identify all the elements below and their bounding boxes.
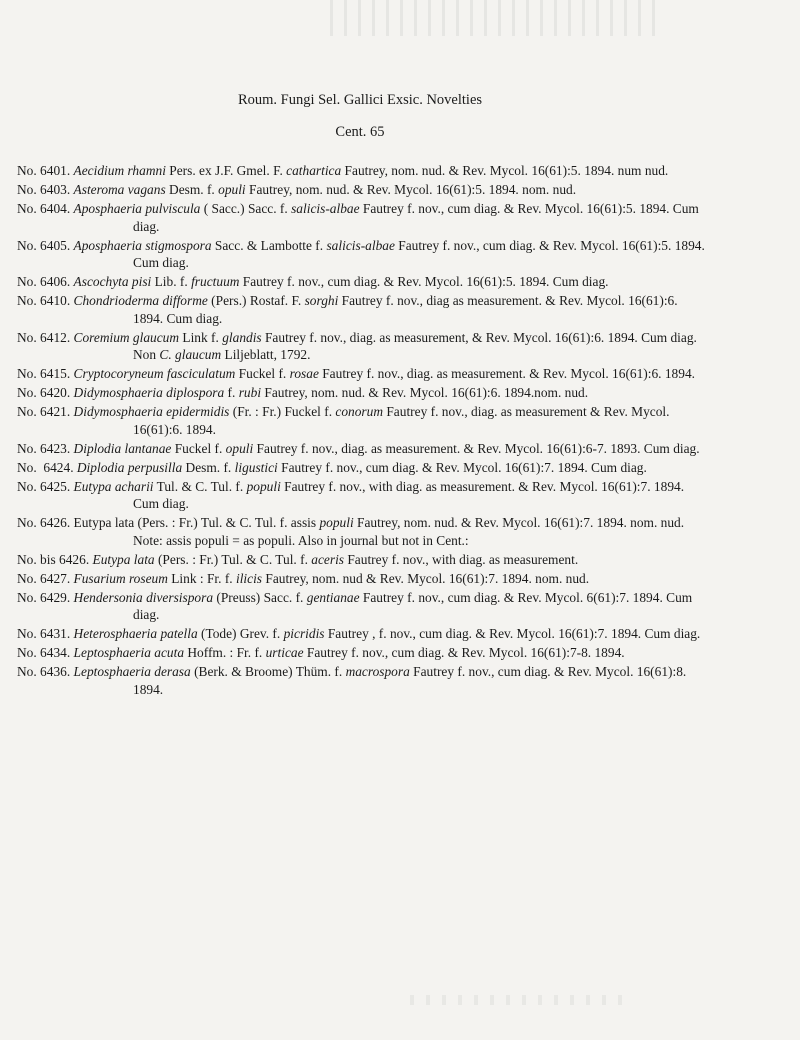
entry-number: No. 6423. <box>17 440 74 456</box>
bleed-through-shadow-top <box>330 0 660 36</box>
taxon-name: gentianae <box>306 589 360 605</box>
entry-number: No. 6431. <box>17 626 74 641</box>
entry-text: Lib. f. <box>151 274 192 289</box>
entry-number: No. 6401. <box>17 163 74 178</box>
entry-number: No. 6426. <box>17 515 74 530</box>
entry-text: Fautrey f. nov., diag. as measurement & Rev. Mycol. 16(61):6. 1894. <box>133 404 670 437</box>
entry-text: (Fr. : Fr.) Fuckel f. <box>229 404 336 419</box>
entry-text: (Pers.) Rostaf. F. <box>207 293 305 308</box>
taxon-name: fructuum <box>191 274 240 289</box>
entry-text: Fautrey f. nov., cum diag. & Rev. Mycol. 16(61):7-8. 1894. <box>303 645 625 660</box>
entry-number: No. 6410. <box>17 293 74 308</box>
entry-item <box>17 644 707 662</box>
entry-list <box>17 162 707 700</box>
entry-number: No. 6429. <box>17 589 74 605</box>
taxon-name: ligustici <box>234 459 278 475</box>
taxon-name: Aposphaeria pulviscula <box>73 201 201 216</box>
entry-text: Tul. & C. Tul. f. <box>153 478 247 494</box>
entry-number: No. 6404. <box>17 201 74 216</box>
entry-text: Fautrey f. nov., cum diag. & Rev. Mycol. 16(61):5. 1894. Cum diag. <box>133 237 705 270</box>
entry-text: Fautrey f. nov., diag. as measurement, & Rev. Mycol. 16(61):6. 1894. Cum diag. Non <box>133 329 697 362</box>
entry-item <box>17 514 707 549</box>
entry-item <box>17 384 707 402</box>
entry-number: No. 6434. <box>17 645 74 660</box>
entry-item <box>17 440 707 458</box>
entry-item <box>17 237 707 272</box>
taxon-name: Eutypa acharii <box>73 478 154 494</box>
document-title: Roum. Fungi Sel. Gallici Exsic. Novelties <box>237 92 483 108</box>
taxon-name: Asteroma vagans <box>73 182 166 197</box>
entry-item <box>17 478 707 513</box>
taxon-name: Coremium glaucum <box>73 329 180 345</box>
entry-text: Desm. f. <box>165 182 219 197</box>
entry-text: Fautrey, nom. nud. & Rev. Mycol. 16(61):5. 1894. num nud. <box>341 163 669 178</box>
entry-item <box>17 663 707 698</box>
entry-text: (Pers. : Fr.) Tul. & C. Tul. f. <box>154 551 312 567</box>
entry-text: (Tode) Grev. f. <box>197 626 284 641</box>
taxon-name: Aecidium rhamni <box>73 163 166 178</box>
entry-text: Fautrey, nom. nud. & Rev. Mycol. 16(61):5. 1894. nom. nud. <box>245 182 577 197</box>
entry-text: ( Sacc.) Sacc. f. <box>200 201 292 216</box>
entry-text: Link : Fr. f. <box>167 570 236 586</box>
entry-text: Fautrey f. nov., with diag. as measurement. & Rev. Mycol. 16(61):7. 1894. Cum diag. <box>133 478 685 511</box>
taxon-name: C. glaucum <box>159 347 222 362</box>
entry-item <box>17 625 707 643</box>
entry-text: Liljeblatt, 1792. <box>221 347 311 362</box>
entry-item <box>17 570 707 588</box>
entry-text: Fautrey, nom. nud & Rev. Mycol. 16(61):7. 1894. nom. nud. <box>262 570 590 586</box>
entry-text: Fautrey f. nov., cum diag. & Rev. Mycol. 16(61):7. 1894. Cum diag. <box>277 459 647 475</box>
entry-text: Fautrey f. nov., diag as measurement. & Rev. Mycol. 16(61):6. 1894. Cum diag. <box>133 293 678 326</box>
entry-item <box>17 292 707 327</box>
entry-text: f. <box>224 385 239 400</box>
taxon-name: Eutypa lata <box>92 551 155 567</box>
entry-item <box>17 181 707 199</box>
taxon-name: Ascochyta pisi <box>73 274 152 289</box>
entry-text: Fautrey , f. nov., cum diag. & Rev. Mycol. 16(61):7. 1894. Cum diag. <box>324 626 701 641</box>
entry-number: No. 6421. <box>17 404 74 419</box>
taxon-name: opuli <box>218 182 246 197</box>
entry-text: Fuckel f. <box>171 440 226 456</box>
entry-text: Desm. f. <box>182 459 235 475</box>
entry-text: Fautrey f. nov., cum diag. & Rev. Mycol. 16(61):8. 1894. <box>133 664 687 697</box>
taxon-name: Cryptocoryneum fasciculatum <box>73 366 236 381</box>
taxon-name: sorghi <box>304 293 339 308</box>
taxon-name: salicis-albae <box>326 237 395 253</box>
entry-number: No. 6403. <box>17 182 74 197</box>
entry-text: Fautrey, nom. nud. & Rev. Mycol. 16(61):6. 1894.nom. nud. <box>261 385 589 400</box>
entry-text: Fautrey f. nov., cum diag. & Rev. Mycol. 16(61):5. 1894. Cum diag. <box>239 274 609 289</box>
entry-text: (Berk. & Broome) Thüm. f. <box>190 664 346 679</box>
taxon-name: aceris <box>311 551 345 567</box>
taxon-name: Didymosphaeria diplospora <box>73 385 225 400</box>
taxon-name: Didymosphaeria epidermidis <box>73 404 230 419</box>
entry-number: No. 6412. <box>17 329 74 345</box>
taxon-name: Chondrioderma difforme <box>73 293 208 308</box>
century-heading: Cent. 65 <box>335 124 385 140</box>
entry-text: Pers. ex J.F. Gmel. F. <box>165 163 287 178</box>
entry-text: Fautrey f. nov., with diag. as measurement. <box>344 551 579 567</box>
entry-number: No. 6405. <box>17 237 74 253</box>
entry-number: No. 6424. <box>17 459 77 475</box>
taxon-name: populi <box>246 478 281 494</box>
taxon-name: Diplodia perpusilla <box>76 459 183 475</box>
entry-text: Fautrey f. nov., diag. as measurement. & Rev. Mycol. 16(61):6-7. 1893. Cum diag. <box>253 440 700 456</box>
taxon-name: glandis <box>222 329 262 345</box>
entry-text: Fuckel f. <box>235 366 290 381</box>
entry-text: Sacc. & Lambotte f. <box>211 237 327 253</box>
taxon-name: conorum <box>335 404 384 419</box>
entry-text: (Preuss) Sacc. f. <box>213 589 307 605</box>
taxon-name: Fusarium roseum <box>73 570 168 586</box>
entry-text: Fautrey f. nov., cum diag. & Rev. Mycol. 16(61):5. 1894. Cum diag. <box>133 201 699 234</box>
entry-number: No. 6406. <box>17 274 74 289</box>
entry-number: No. 6420. <box>17 385 74 400</box>
entry-text: Hoffm. : Fr. f. <box>184 645 266 660</box>
taxon-name: urticae <box>265 645 304 660</box>
entry-item <box>17 365 707 383</box>
entry-item <box>17 589 707 624</box>
taxon-name: populi <box>319 515 354 530</box>
entry-item <box>17 273 707 291</box>
taxon-name: Leptosphaeria acuta <box>73 645 185 660</box>
taxon-name: rubi <box>238 385 262 400</box>
entry-text: Link f. <box>179 329 223 345</box>
taxon-name: rosae <box>289 366 319 381</box>
taxon-name: opuli <box>225 440 254 456</box>
taxon-name: Heterosphaeria patella <box>73 626 198 641</box>
entry-number: No. 6427. <box>17 570 74 586</box>
entry-item <box>17 403 707 438</box>
taxon-name: Hendersonia diversispora <box>73 589 214 605</box>
entry-item <box>17 200 707 235</box>
taxon-name: cathartica <box>286 163 342 178</box>
entry-number: No. 6425. <box>17 478 74 494</box>
entry-item <box>17 551 707 569</box>
entry-text: Fautrey f. nov., diag. as measurement. & Rev. Mycol. 16(61):6. 1894. <box>318 366 695 381</box>
taxon-name: picridis <box>283 626 325 641</box>
taxon-name: salicis-albae <box>291 201 360 216</box>
taxon-name: ilicis <box>235 570 263 586</box>
taxon-name: Aposphaeria stigmospora <box>73 237 212 253</box>
entry-number: No. 6436. <box>17 664 74 679</box>
entry-text: Eutypa lata (Pers. : Fr.) Tul. & C. Tul. f. assis <box>73 515 320 530</box>
bleed-through-shadow-bottom <box>410 995 630 1005</box>
entry-item <box>17 459 707 477</box>
taxon-name: Diplodia lantanae <box>73 440 172 456</box>
taxon-name: macrospora <box>345 664 410 679</box>
entry-item <box>17 329 707 364</box>
taxon-name: Leptosphaeria derasa <box>73 664 191 679</box>
entry-number: No. bis 6426. <box>17 551 93 567</box>
entry-text: Fautrey f. nov., cum diag. & Rev. Mycol. 6(61):7. 1894. Cum diag. <box>133 589 693 622</box>
entry-item <box>17 162 707 180</box>
entry-text: Fautrey, nom. nud. & Rev. Mycol. 16(61):7. 1894. nom. nud. Note: assis populi = as populi. Also in journal but not in Cent.: <box>133 515 685 548</box>
entry-number: No. 6415. <box>17 366 74 381</box>
